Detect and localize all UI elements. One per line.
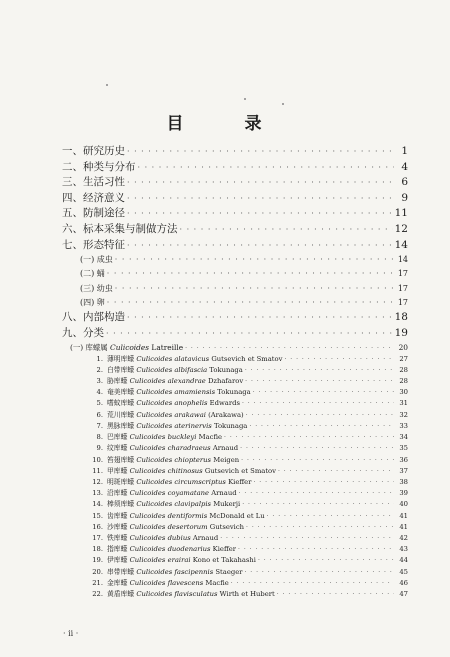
page-number: 46 bbox=[399, 578, 408, 587]
dot-leader bbox=[180, 222, 393, 238]
dot-leader bbox=[115, 282, 394, 296]
page-number: 35 bbox=[399, 444, 408, 453]
toc-entry[interactable] bbox=[62, 499, 408, 510]
species-author: Gutsevich et Smatov bbox=[211, 354, 283, 363]
toc-entry[interactable] bbox=[62, 410, 408, 421]
page-number: 17 bbox=[397, 283, 408, 293]
dot-leader bbox=[241, 455, 394, 466]
entry-label: 九、分类 bbox=[62, 326, 104, 339]
morphology-subsections bbox=[62, 253, 408, 310]
dot-leader bbox=[253, 387, 394, 398]
dot-leader bbox=[127, 206, 393, 222]
toc-entry[interactable] bbox=[62, 511, 408, 522]
toc-entry[interactable] bbox=[62, 206, 408, 222]
species-author: Tokunaga bbox=[213, 421, 248, 430]
species-chinese-name: 甲库蠓 bbox=[107, 466, 128, 475]
species-chinese-name: 沙库蠓 bbox=[107, 522, 128, 531]
toc-entry[interactable] bbox=[62, 144, 408, 160]
species-number: 13. bbox=[92, 489, 103, 498]
dot-leader bbox=[220, 533, 394, 544]
page-footer: · ii · bbox=[63, 629, 79, 638]
species-chinese-name: 黄盾库蠓 bbox=[107, 590, 135, 599]
species-list bbox=[62, 354, 408, 601]
species-chinese-name: 伊库蠓 bbox=[107, 556, 128, 565]
dot-leader bbox=[245, 365, 394, 376]
toc-entry[interactable] bbox=[62, 282, 408, 296]
page-number: 40 bbox=[399, 500, 408, 509]
toc-entry[interactable] bbox=[62, 555, 408, 566]
species-number: 14. bbox=[92, 500, 103, 509]
species-number: 20. bbox=[92, 567, 103, 576]
toc-entry[interactable] bbox=[62, 191, 408, 207]
species-chinese-name: 沿库蠓 bbox=[107, 489, 128, 498]
species-number: 7. bbox=[96, 421, 103, 430]
toc-entry[interactable] bbox=[62, 455, 408, 466]
page-number: 17 bbox=[397, 298, 408, 308]
species-scientific-name: Culicoides arakawai bbox=[136, 410, 206, 419]
species-author: McDonald et Lu bbox=[209, 511, 265, 520]
species-author: Dzhafarov bbox=[207, 376, 244, 385]
dot-leader bbox=[258, 555, 394, 566]
entry-label: 二、种类与分布 bbox=[62, 160, 136, 173]
species-chinese-name: 白带库蠓 bbox=[107, 365, 135, 374]
table-of-contents bbox=[62, 144, 408, 600]
page-number: 42 bbox=[399, 534, 408, 543]
species-number: 9. bbox=[96, 444, 103, 453]
dot-leader bbox=[185, 343, 394, 354]
page-number: 14 bbox=[397, 255, 408, 265]
species-number: 4. bbox=[96, 388, 103, 397]
scan-speck bbox=[244, 98, 246, 100]
page-number: 18 bbox=[394, 311, 408, 324]
species-author: Tokunaga bbox=[209, 365, 243, 374]
species-number: 5. bbox=[96, 399, 103, 408]
species-scientific-name: Culicoides circumscriptus bbox=[136, 477, 226, 486]
species-chinese-name: 嗜蚊库蠓 bbox=[107, 399, 135, 408]
page-number: 9 bbox=[401, 191, 408, 204]
page-number: 4 bbox=[401, 160, 408, 173]
page-number: 20 bbox=[398, 342, 408, 352]
page-number: 19 bbox=[394, 326, 408, 339]
dot-leader bbox=[267, 511, 394, 522]
species-scientific-name: Culicoides chitinosus bbox=[129, 466, 203, 475]
species-author: Arnaud bbox=[211, 489, 237, 498]
toc-entry[interactable] bbox=[62, 477, 408, 488]
species-chinese-name: 胁库蠓 bbox=[107, 376, 128, 385]
dot-leader bbox=[107, 267, 394, 281]
species-number: 21. bbox=[92, 578, 103, 587]
species-scientific-name: Culicoides duodenarius bbox=[129, 545, 211, 554]
species-scientific-name: Culicoides clavipalpis bbox=[136, 500, 212, 509]
species-number: 11. bbox=[92, 466, 103, 475]
dot-leader bbox=[127, 144, 394, 160]
page-number: 41 bbox=[399, 511, 408, 520]
dot-leader bbox=[284, 354, 394, 365]
species-scientific-name: Culicoides erairai bbox=[129, 556, 191, 565]
species-author: Kieffer bbox=[212, 545, 237, 554]
toc-entry[interactable] bbox=[62, 326, 408, 342]
species-author: Wirth et Hubert bbox=[219, 590, 275, 599]
species-chinese-name: 铁库蠓 bbox=[107, 534, 128, 543]
page-number: 34 bbox=[399, 433, 408, 442]
page-title: 目 录 bbox=[166, 114, 284, 134]
dot-leader bbox=[253, 477, 394, 488]
species-scientific-name: Culicoides anophelis bbox=[136, 399, 208, 408]
page-number: 30 bbox=[399, 388, 408, 397]
dot-leader bbox=[246, 410, 394, 421]
dot-leader bbox=[239, 488, 394, 499]
toc-entry[interactable] bbox=[62, 387, 408, 398]
species-scientific-name: Culicoides charadraeus bbox=[129, 444, 211, 453]
dot-leader bbox=[244, 567, 394, 578]
page-number: 28 bbox=[399, 365, 408, 374]
dot-leader bbox=[127, 191, 394, 207]
species-chinese-name: 棒须库蠓 bbox=[107, 500, 135, 509]
species-author: Gutsevich et Smatov bbox=[204, 466, 276, 475]
species-author: Gutsevich bbox=[209, 522, 245, 531]
species-chinese-name: 奄美库蠓 bbox=[107, 388, 135, 397]
genus-author: Latreille bbox=[151, 342, 184, 352]
dot-leader bbox=[242, 398, 394, 409]
species-author: Mukerji bbox=[213, 500, 241, 509]
page-number: 27 bbox=[399, 354, 408, 363]
page-number: 11 bbox=[394, 207, 408, 220]
toc-entry[interactable] bbox=[62, 578, 408, 589]
species-number: 3. bbox=[96, 376, 103, 385]
dot-leader bbox=[242, 499, 394, 510]
species-author: Meigen bbox=[213, 455, 240, 464]
species-scientific-name: Culicoides chiopterus bbox=[136, 455, 212, 464]
species-number: 16. bbox=[92, 522, 103, 531]
species-number: 22. bbox=[92, 590, 103, 599]
species-scientific-name: Culicoides coyamatane bbox=[129, 489, 210, 498]
page-number: 45 bbox=[399, 567, 408, 576]
species-number: 2. bbox=[96, 365, 103, 374]
page-number: 14 bbox=[394, 238, 408, 251]
species-scientific-name: Culicoides aterinervis bbox=[136, 421, 212, 430]
toc-entry[interactable] bbox=[62, 310, 408, 326]
species-chinese-name: 薄明库蠓 bbox=[107, 354, 135, 363]
toc-entry[interactable] bbox=[62, 398, 408, 409]
species-number: 1. bbox=[96, 354, 103, 363]
species-chinese-name: 齿库蠓 bbox=[107, 511, 128, 520]
toc-entry[interactable] bbox=[62, 160, 408, 176]
species-author: Arnaud bbox=[192, 534, 219, 543]
toc-entry[interactable] bbox=[62, 544, 408, 555]
toc-entry[interactable] bbox=[62, 365, 408, 376]
page-number: 6 bbox=[401, 176, 408, 189]
genus-sci: Culicoides bbox=[110, 342, 150, 352]
toc-entry[interactable] bbox=[62, 488, 408, 499]
species-chinese-name: 巴库蠓 bbox=[107, 433, 128, 442]
species-number: 12. bbox=[92, 477, 103, 486]
entry-label: (一) 成虫 bbox=[80, 255, 113, 265]
species-number: 8. bbox=[96, 433, 103, 442]
page-number: 47 bbox=[399, 590, 408, 599]
species-chinese-name: 笞翅库蠓 bbox=[107, 455, 135, 464]
species-scientific-name: Culicoides dubius bbox=[129, 534, 191, 543]
dot-leader bbox=[278, 466, 394, 477]
dot-leader bbox=[249, 421, 394, 432]
entry-label: (四) 卵 bbox=[80, 298, 105, 308]
toc-entry[interactable] bbox=[62, 589, 408, 600]
species-chinese-name: 荒川库蠓 bbox=[107, 410, 135, 419]
toc-entry[interactable] bbox=[62, 443, 408, 454]
species-scientific-name: Culicoides flavisculatus bbox=[136, 590, 218, 599]
major-sections-2 bbox=[62, 310, 408, 341]
toc-entry[interactable] bbox=[62, 567, 408, 578]
scan-speck bbox=[106, 84, 108, 86]
dot-leader bbox=[138, 160, 395, 176]
entry-label: (三) 幼虫 bbox=[80, 283, 113, 293]
dot-leader bbox=[245, 376, 394, 387]
dot-leader bbox=[127, 238, 393, 254]
species-chinese-name: 明斑库蠓 bbox=[107, 477, 135, 486]
toc-entry[interactable] bbox=[62, 222, 408, 238]
entry-label: 七、形态特征 bbox=[62, 238, 125, 251]
species-scientific-name: Culicoides alatavicus bbox=[136, 354, 210, 363]
genus-label: (一) 库蠓属 bbox=[70, 342, 108, 352]
toc-entry[interactable] bbox=[62, 238, 408, 254]
species-author: Arnaud bbox=[212, 444, 239, 453]
page-number: 28 bbox=[399, 376, 408, 385]
species-author: Macfie bbox=[205, 578, 229, 587]
dot-leader bbox=[115, 253, 394, 267]
species-scientific-name: Culicoides desertorum bbox=[129, 522, 208, 531]
entry-label: 一、研究历史 bbox=[62, 145, 125, 157]
page-number: 38 bbox=[399, 477, 408, 486]
species-author: Edwards bbox=[209, 399, 240, 408]
entry-label: 五、防制途径 bbox=[62, 207, 125, 220]
page-number: 39 bbox=[399, 489, 408, 498]
toc-entry[interactable] bbox=[62, 421, 408, 432]
page-number: 12 bbox=[394, 222, 408, 235]
species-chinese-name: 串带库蠓 bbox=[107, 567, 135, 576]
page-number: 33 bbox=[399, 421, 408, 430]
entry-label: 八、内部构造 bbox=[62, 311, 125, 324]
species-scientific-name: Culicoides flavescens bbox=[129, 578, 204, 587]
species-scientific-name: Culicoides alexandrae bbox=[129, 376, 206, 385]
page-number: 17 bbox=[397, 269, 408, 279]
toc-entry[interactable] bbox=[62, 267, 408, 281]
species-scientific-name: Culicoides amamiensis bbox=[136, 388, 216, 397]
species-author: Kono et Takahashi bbox=[192, 556, 256, 565]
species-scientific-name: Culicoides buckleyi bbox=[129, 433, 197, 442]
entry-label: 六、标本采集与制做方法 bbox=[62, 222, 178, 235]
toc-entry[interactable] bbox=[62, 296, 408, 310]
species-scientific-name: Culicoides fascipennis bbox=[136, 567, 214, 576]
page-number: 44 bbox=[399, 556, 408, 565]
entry-label: 三、生活习性 bbox=[62, 176, 125, 189]
species-number: 18. bbox=[92, 545, 103, 554]
page-number: 1 bbox=[401, 145, 408, 157]
entry-label: (二) 蛹 bbox=[80, 269, 105, 279]
species-number: 10. bbox=[92, 455, 103, 464]
species-author: Kieffer bbox=[228, 477, 252, 486]
toc-entry[interactable] bbox=[62, 522, 408, 533]
dot-leader bbox=[277, 589, 394, 600]
page-number: 37 bbox=[399, 466, 408, 475]
dot-leader bbox=[106, 326, 393, 342]
dot-leader bbox=[127, 175, 394, 191]
toc-entry[interactable] bbox=[62, 466, 408, 477]
scan-speck bbox=[282, 103, 284, 105]
dot-leader bbox=[231, 578, 394, 589]
dot-leader bbox=[224, 432, 394, 443]
species-author: Macfie bbox=[198, 433, 222, 442]
dot-leader bbox=[246, 522, 394, 533]
species-chinese-name: 金库蠓 bbox=[107, 578, 128, 587]
species-number: 17. bbox=[92, 534, 103, 543]
dot-leader bbox=[107, 296, 394, 310]
species-scientific-name: Culicoides albifascia bbox=[136, 365, 208, 374]
dot-leader bbox=[240, 443, 394, 454]
toc-entry[interactable] bbox=[62, 376, 408, 387]
species-author: (Arakawa) bbox=[208, 410, 244, 419]
species-number: 19. bbox=[92, 556, 103, 565]
page-number: 31 bbox=[399, 399, 408, 408]
toc-entry[interactable] bbox=[62, 253, 408, 267]
species-chinese-name: 黑脉库蠓 bbox=[107, 421, 135, 430]
species-chinese-name: 纹库蠓 bbox=[107, 444, 128, 453]
major-sections bbox=[62, 144, 408, 253]
dot-leader bbox=[238, 544, 394, 555]
genus-entry[interactable] bbox=[62, 342, 408, 354]
species-number: 15. bbox=[92, 511, 103, 520]
page-number: 36 bbox=[399, 455, 408, 464]
species-author: Staeger bbox=[215, 567, 243, 576]
entry-label: 四、经济意义 bbox=[62, 191, 125, 204]
species-author: Tokunaga bbox=[217, 388, 251, 397]
dot-leader bbox=[127, 310, 393, 326]
toc-entry[interactable] bbox=[62, 432, 408, 443]
species-chinese-name: 指库蠓 bbox=[107, 545, 128, 554]
toc-entry[interactable] bbox=[62, 175, 408, 191]
page-number: 41 bbox=[399, 522, 408, 531]
page-number: 32 bbox=[399, 410, 408, 419]
species-scientific-name: Culicoides dentiformis bbox=[129, 511, 208, 520]
toc-entry[interactable] bbox=[62, 354, 408, 365]
species-number: 6. bbox=[96, 410, 103, 419]
toc-entry[interactable] bbox=[62, 533, 408, 544]
page-number: 43 bbox=[399, 545, 408, 554]
